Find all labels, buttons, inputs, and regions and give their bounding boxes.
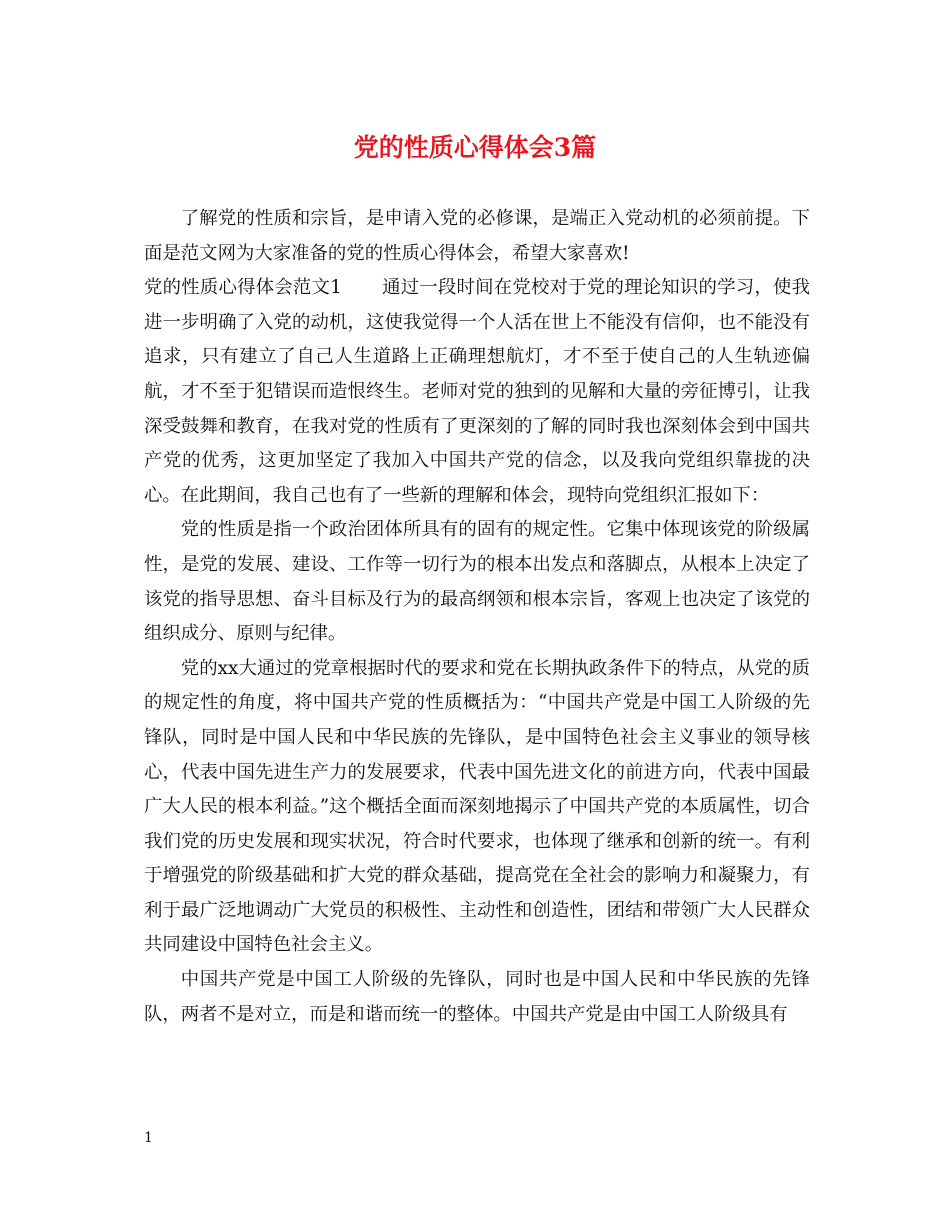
document-body — [144, 202, 810, 1032]
intro-paragraph: 了解党的性质和宗旨，是申请入党的必修课，是端正入党动机的必须前提。下面是范文网为大家准备的党的性质心得体会，希望大家喜欢! — [144, 208, 810, 264]
body-paragraph-vanguard: 中国共产党是中国工人阶级的先锋队，同时也是中国人民和中华民族的先锋队，两者不是对立，而是和谐而统一的整体。中国共产党是由中国工人阶级具有 — [144, 969, 810, 1025]
page-number: 1 — [144, 1130, 153, 1146]
body-paragraph-nature: 党的性质是指一个政治团体所具有的固有的规定性。它集中体现该党的阶级属性，是党的发展、建设、工作等一切行为的根本出发点和落脚点，从根本上决定了该党的指导思想、奋斗目标及行为的最高纲领和根本宗旨，客观上也决定了该党的组织成分、原则与纪律。 — [144, 519, 810, 645]
document-title: 党的性质心得体会3篇 — [353, 133, 597, 162]
section-first-paragraph: 通过一段时间在党校对于党的理论知识的学习，使我进一步明确了入党的动机，这使我觉得一个人活在世上不能没有信仰，也不能没有追求，只有建立了自己人生道路上正确理想航灯，才不至于使自己的人生轨迹偏航，才不至于犯错误而造恨终生。老师对党的独到的见解和大量的旁征博引，让我深受鼓舞和教育，在我对党的性质有了更深刻的了解的同时我也深刻体会到中国共产党的优秀，这更加坚定了我加入中国共产党的信念，以及我向党组织靠拢的决心。在此期间，我自己也有了一些新的理解和体会，现特向党组织汇报如下： — [144, 277, 810, 506]
body-paragraph-constitution: 党的xx大通过的党章根据时代的要求和党在长期执政条件下的特点，从党的质的规定性的角度，将中国共产党的性质概括为：“中国共产党是中国工人阶级的先锋队，同时是中国人民和中华民族的先锋队，是中国特色社会主义事业的领导核心，代表中国先进生产力的发展要求，代表中国先进文化的前进方向，代表中国最广大人民的根本利益。”这个概括全面而深刻地揭示了中国共产党的本质属性，切合我们党的历史发展和现实状况，符合时代要求，也体现了继承和创新的统一。有利于增强党的阶级基础和扩大党的群众基础，提高党在全社会的影响力和凝聚力，有利于最广泛地调动广大党员的积极性、主动性和创造性，团结和带领广大人民群众共同建设中国特色社会主义。 — [144, 657, 810, 956]
section-paragraph-1 — [144, 271, 810, 513]
section-heading: 党的性质心得体会范文1 — [144, 277, 342, 299]
